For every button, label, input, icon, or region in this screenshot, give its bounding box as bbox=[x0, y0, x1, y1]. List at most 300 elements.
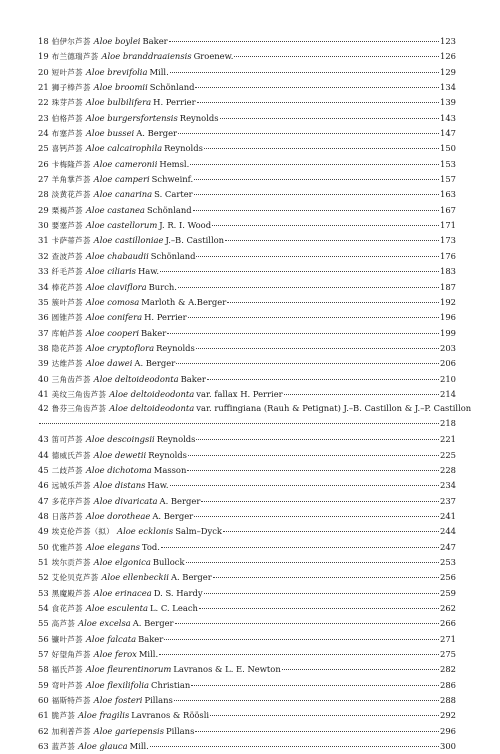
toc-entry[interactable] bbox=[38, 693, 456, 708]
toc-entry[interactable] bbox=[38, 372, 456, 387]
entry-page-number: 129 bbox=[440, 66, 456, 77]
entry-scientific-name: Aloe fragilis bbox=[78, 710, 130, 721]
leader-dots bbox=[164, 639, 439, 640]
entry-authority: Mill. bbox=[149, 66, 169, 77]
entry-scientific-name: Aloe chabaudii bbox=[85, 250, 149, 261]
entry-number: 42 bbox=[38, 403, 49, 414]
toc-entry[interactable] bbox=[38, 448, 456, 463]
leader-dots bbox=[194, 516, 439, 517]
entry-chinese-name: 布塞芦荟 bbox=[51, 129, 83, 139]
entry-authority: L. C. Leach bbox=[149, 603, 198, 614]
leader-dots bbox=[199, 608, 439, 609]
entry-number: 47 bbox=[38, 495, 49, 506]
entry-number: 54 bbox=[38, 603, 49, 614]
entry-page-number: 234 bbox=[440, 480, 456, 491]
entry-number: 30 bbox=[38, 220, 49, 231]
entry-chinese-name: 黑魔殿芦荟 bbox=[51, 588, 91, 598]
entry-authority: A. Berger bbox=[134, 358, 176, 369]
entry-chinese-name: 卡萨蒂芦荟 bbox=[51, 236, 91, 246]
entry-chinese-name: 库帕芦荟 bbox=[51, 328, 83, 338]
entry-page-number: 271 bbox=[440, 633, 456, 644]
entry-chinese-name: 卡梅隆芦荟 bbox=[51, 159, 91, 169]
entry-scientific-name: Aloe descoingsii bbox=[85, 434, 155, 445]
toc-entry[interactable] bbox=[38, 570, 456, 585]
entry-number: 44 bbox=[38, 449, 49, 460]
entry-page-number: 266 bbox=[440, 618, 456, 629]
entry-authority: Schönland bbox=[149, 82, 195, 93]
entry-scientific-name: Aloe dichotoma bbox=[85, 464, 152, 475]
entry-scientific-name: Aloe cameronii bbox=[93, 158, 158, 169]
leader-dots bbox=[178, 133, 439, 134]
entry-authority: Haw. bbox=[137, 266, 160, 277]
entry-authority: Baker bbox=[180, 373, 206, 384]
toc-entry[interactable] bbox=[38, 555, 456, 570]
entry-authority: Hemsl. bbox=[159, 158, 190, 169]
toc-entry[interactable] bbox=[38, 172, 456, 187]
entry-authority: Masson bbox=[153, 464, 187, 475]
entry-chinese-name: 福氏芦荟 bbox=[51, 665, 83, 675]
entry-page-number: 153 bbox=[440, 158, 456, 169]
entry-authority: Haw. bbox=[147, 480, 169, 491]
entry-scientific-name: Aloe fleurentinorum bbox=[85, 664, 172, 675]
entry-chinese-name: 二歧芦荟 bbox=[51, 465, 83, 475]
entry-number: 61 bbox=[38, 710, 49, 721]
entry-scientific-name: Aloe ciliaris bbox=[85, 266, 136, 277]
entry-scientific-name: Aloe gariepensis bbox=[93, 725, 165, 736]
entry-chinese-name: 福斯特芦荟 bbox=[51, 696, 91, 706]
entry-chinese-name: 簇叶芦荟 bbox=[51, 297, 83, 307]
leader-dots bbox=[170, 72, 439, 73]
toc-entry[interactable] bbox=[38, 49, 456, 64]
entry-scientific-name: Aloe dewetii bbox=[93, 449, 147, 460]
entry-number: 20 bbox=[38, 66, 49, 77]
entry-page-number: 173 bbox=[440, 235, 456, 246]
entry-page-number: 187 bbox=[440, 281, 456, 292]
entry-chinese-name: 喜钙芦荟 bbox=[51, 144, 83, 154]
entry-page-number: 150 bbox=[440, 143, 456, 154]
toc-entry[interactable] bbox=[38, 218, 456, 233]
toc-entry[interactable] bbox=[38, 524, 456, 539]
entry-chinese-name: 羊角掌芦荟 bbox=[51, 175, 91, 185]
leader-dots bbox=[220, 118, 439, 119]
table-of-contents bbox=[38, 34, 472, 754]
toc-entry[interactable] bbox=[38, 141, 456, 156]
leader-dots bbox=[223, 531, 439, 532]
entry-chinese-name: 日落芦荟 bbox=[51, 511, 83, 521]
entry-scientific-name: Aloe excelsa bbox=[78, 618, 131, 629]
leader-dots bbox=[196, 348, 439, 349]
entry-page-number: 167 bbox=[440, 204, 456, 215]
entry-scientific-name: Aloe castanea bbox=[85, 204, 145, 215]
toc-entry[interactable] bbox=[38, 509, 456, 524]
entry-scientific-name: Aloe dorotheae bbox=[85, 510, 151, 521]
entry-scientific-name: Aloe bussei bbox=[85, 128, 135, 139]
toc-entry[interactable] bbox=[38, 126, 456, 141]
entry-authority: Baker bbox=[138, 633, 164, 644]
entry-page-number: 225 bbox=[440, 449, 456, 460]
entry-page-number: 296 bbox=[440, 725, 456, 736]
entry-scientific-name: Aloe flexilifolia bbox=[85, 679, 150, 690]
entry-number: 22 bbox=[38, 97, 49, 108]
entry-scientific-name: Aloe broomii bbox=[93, 82, 148, 93]
toc-entry[interactable] bbox=[38, 632, 456, 647]
entry-scientific-name: Aloe deltoideodonta bbox=[93, 373, 179, 384]
toc-entry[interactable] bbox=[38, 708, 456, 723]
entry-scientific-name: Aloe ellenbeckii bbox=[101, 572, 169, 583]
leader-dots bbox=[159, 654, 439, 655]
entry-number: 27 bbox=[38, 174, 49, 185]
entry-scientific-name: Aloe claviflora bbox=[85, 281, 147, 292]
entry-chinese-name: 多花序芦荟 bbox=[51, 496, 91, 506]
entry-page-number: 275 bbox=[440, 649, 456, 660]
entry-number: 36 bbox=[38, 312, 49, 323]
entry-authority: J.–B. Castillon bbox=[165, 235, 225, 246]
entry-authority: Schönland bbox=[146, 204, 192, 215]
entry-page-number: 262 bbox=[440, 603, 456, 614]
entry-number: 28 bbox=[38, 189, 49, 200]
entry-page-number: 214 bbox=[440, 388, 456, 399]
entry-chinese-name: 远城乐芦荟 bbox=[51, 481, 91, 491]
entry-chinese-name: 短叶芦荟 bbox=[51, 67, 83, 77]
entry-page-number: 218 bbox=[440, 418, 456, 429]
entry-number: 60 bbox=[38, 695, 49, 706]
entry-scientific-name: Aloe glauca bbox=[78, 741, 128, 752]
entry-authority: Salm–Dyck bbox=[175, 526, 222, 537]
entry-chinese-name: 食花芦荟 bbox=[51, 604, 83, 614]
leader-dots bbox=[194, 179, 439, 180]
entry-number: 39 bbox=[38, 358, 49, 369]
entry-authority: Lavranos & Röösli bbox=[131, 710, 210, 721]
entry-scientific-name: Aloe castellorum bbox=[85, 220, 158, 231]
entry-page-number: 147 bbox=[440, 128, 456, 139]
entry-page-number: 203 bbox=[440, 342, 456, 353]
leader-dots bbox=[174, 700, 439, 701]
entry-scientific-name: Aloe cryptoflora bbox=[85, 342, 155, 353]
entry-page-number: 247 bbox=[440, 541, 456, 552]
entry-chinese-name: 珠芽芦荟 bbox=[51, 98, 83, 108]
entry-authority: var. ruffingiana (Rauh & Petignat) J.–B. Castillon & J.–P. Castillon bbox=[196, 403, 472, 414]
toc-entry[interactable] bbox=[38, 80, 456, 95]
entry-page-number: 126 bbox=[440, 51, 456, 62]
entry-authority: Reynolds bbox=[148, 449, 187, 460]
entry-number: 18 bbox=[38, 36, 49, 46]
entry-number: 19 bbox=[38, 51, 49, 62]
entry-page-number: 241 bbox=[440, 510, 456, 521]
entry-chinese-name: 高芦荟 bbox=[51, 619, 76, 629]
leader-dots bbox=[204, 593, 439, 594]
leader-dots bbox=[196, 439, 439, 440]
toc-entry[interactable] bbox=[38, 280, 456, 295]
leader-dots bbox=[187, 470, 439, 471]
leader-dots bbox=[204, 148, 439, 149]
entry-page-number: 282 bbox=[440, 664, 456, 675]
entry-number: 58 bbox=[38, 664, 49, 675]
entry-number: 35 bbox=[38, 296, 49, 307]
entry-number: 51 bbox=[38, 557, 49, 567]
entry-page-number: 206 bbox=[440, 358, 456, 369]
entry-authority: Schönland bbox=[150, 250, 196, 261]
toc-entry[interactable] bbox=[38, 540, 456, 555]
entry-scientific-name: Aloe elgonica bbox=[93, 557, 151, 567]
leader-dots bbox=[194, 194, 439, 195]
entry-chinese-name: 隐花芦荟 bbox=[51, 343, 83, 353]
entry-page-number: 183 bbox=[440, 266, 456, 277]
toc-entry-continuation bbox=[38, 415, 456, 432]
toc-entry[interactable] bbox=[38, 494, 456, 509]
toc-entry[interactable] bbox=[38, 65, 456, 80]
entry-chinese-name: 埃尔贡芦荟 bbox=[51, 558, 91, 567]
entry-authority: Reynolds bbox=[156, 434, 196, 445]
entry-scientific-name: Aloe bulbilifera bbox=[85, 97, 152, 108]
leader-dots bbox=[188, 455, 439, 456]
toc-entry[interactable] bbox=[38, 295, 456, 310]
toc-entry[interactable] bbox=[38, 34, 456, 49]
leader-dots bbox=[161, 547, 439, 548]
toc-entry[interactable] bbox=[38, 95, 456, 110]
entry-authority: Baker bbox=[142, 36, 168, 46]
entry-authority: Baker bbox=[141, 327, 167, 338]
entry-page-number: 288 bbox=[440, 695, 456, 706]
entry-page-number: 237 bbox=[440, 495, 456, 506]
entry-scientific-name: Aloe conifera bbox=[85, 312, 143, 323]
entry-chinese-name: 达维芦荟 bbox=[51, 359, 83, 369]
entry-number: 31 bbox=[38, 235, 49, 246]
leader-dots bbox=[170, 485, 439, 486]
leader-dots bbox=[225, 240, 439, 241]
entry-chinese-name: 棒花芦荟 bbox=[51, 282, 83, 292]
toc-entry[interactable] bbox=[38, 310, 456, 325]
entry-scientific-name: Aloe comosa bbox=[85, 296, 140, 307]
entry-chinese-name: 鲁芬三角齿芦荟 bbox=[51, 404, 107, 414]
entry-scientific-name: Aloe calcairophila bbox=[85, 143, 163, 154]
entry-chinese-name: 脆芦荟 bbox=[51, 711, 76, 721]
entry-page-number: 286 bbox=[440, 679, 456, 690]
leader-dots bbox=[188, 317, 439, 318]
entry-authority: Mill. bbox=[138, 649, 159, 660]
leader-dots bbox=[282, 669, 439, 670]
entry-number: 21 bbox=[38, 82, 49, 93]
toc-entry[interactable] bbox=[38, 157, 456, 172]
toc-entry[interactable] bbox=[38, 387, 456, 402]
leader-dots bbox=[193, 210, 439, 211]
entry-page-number: 143 bbox=[440, 112, 456, 123]
toc-entry[interactable] bbox=[38, 341, 456, 356]
toc-entry[interactable] bbox=[38, 233, 456, 248]
entry-authority: H. Perrier bbox=[153, 97, 196, 108]
entry-chinese-name: 伯伊尔芦荟 bbox=[51, 37, 91, 46]
entry-number: 25 bbox=[38, 143, 49, 154]
leader-dots bbox=[201, 501, 439, 502]
entry-number: 29 bbox=[38, 204, 49, 215]
entry-number: 62 bbox=[38, 725, 49, 736]
entry-authority: Burch. bbox=[148, 281, 177, 292]
toc-entry[interactable] bbox=[38, 203, 456, 218]
entry-number: 38 bbox=[38, 342, 49, 353]
entry-chinese-name: 笛可芦荟 bbox=[51, 435, 83, 445]
toc-entry[interactable] bbox=[38, 647, 456, 662]
entry-authority: Schweinf. bbox=[151, 174, 194, 185]
leader-dots bbox=[191, 685, 439, 686]
entry-scientific-name: Aloe dawei bbox=[85, 358, 133, 369]
entry-page-number: 300 bbox=[440, 741, 456, 752]
entry-page-number: 221 bbox=[440, 434, 456, 445]
entry-page-number: 244 bbox=[440, 526, 456, 537]
entry-page-number: 228 bbox=[440, 464, 456, 475]
entry-authority: Tod. bbox=[141, 541, 160, 552]
entry-scientific-name: Aloe deltoideodonta bbox=[109, 388, 195, 399]
entry-number: 37 bbox=[38, 327, 49, 338]
entry-scientific-name: Aloe ferox bbox=[93, 649, 137, 660]
entry-number: 49 bbox=[38, 526, 49, 537]
leader-dots bbox=[169, 41, 439, 42]
entry-page-number: 256 bbox=[440, 572, 456, 583]
entry-chinese-name: 弯叶芦荟 bbox=[51, 680, 83, 690]
entry-authority: A. Berger bbox=[132, 618, 174, 629]
entry-number: 41 bbox=[38, 388, 49, 399]
leader-dots bbox=[160, 271, 439, 272]
toc-entry[interactable] bbox=[38, 678, 456, 693]
entry-number: 46 bbox=[38, 480, 49, 491]
leader-dots bbox=[150, 746, 439, 747]
entry-chinese-name: 蓝芦荟 bbox=[51, 742, 76, 752]
toc-entry[interactable] bbox=[38, 264, 456, 279]
entry-page-number: 176 bbox=[440, 250, 456, 261]
entry-scientific-name: Aloe elegans bbox=[85, 541, 140, 552]
entry-scientific-name: Aloe canarina bbox=[93, 189, 153, 200]
entry-scientific-name: Aloe brevifolia bbox=[85, 66, 148, 77]
entry-number: 50 bbox=[38, 541, 49, 552]
leader-dots bbox=[212, 225, 439, 226]
entry-page-number: 192 bbox=[440, 296, 456, 307]
entry-number: 57 bbox=[38, 649, 49, 660]
toc-entry[interactable] bbox=[38, 724, 456, 739]
entry-page-number: 199 bbox=[440, 327, 456, 338]
entry-authority: J. R. I. Wood bbox=[159, 220, 212, 231]
entry-chinese-name: 纤毛芦荟 bbox=[51, 267, 83, 277]
toc-entry[interactable] bbox=[38, 402, 472, 415]
entry-scientific-name: Aloe esculenta bbox=[85, 603, 148, 614]
entry-chinese-name: 淡黄花芦荟 bbox=[51, 190, 91, 200]
toc-entry[interactable] bbox=[38, 249, 456, 264]
entry-scientific-name: Aloe branddraaiensis bbox=[101, 51, 192, 62]
leader-dots bbox=[284, 394, 439, 395]
entry-authority: Groenew. bbox=[193, 51, 234, 62]
entry-chinese-name: 查波芦荟 bbox=[51, 251, 83, 261]
leader-dots bbox=[210, 715, 439, 716]
entry-number: 55 bbox=[38, 618, 49, 629]
entry-page-number: 123 bbox=[440, 36, 456, 46]
entry-authority: H. Perrier bbox=[144, 312, 187, 323]
toc-entry[interactable] bbox=[38, 432, 456, 447]
entry-scientific-name: Aloe fosteri bbox=[93, 695, 143, 706]
toc-entry[interactable] bbox=[38, 187, 456, 202]
leader-dots bbox=[190, 164, 439, 165]
entry-chinese-name: 栗褐芦荟 bbox=[51, 205, 83, 215]
leader-dots bbox=[178, 287, 439, 288]
leader-dots bbox=[186, 562, 439, 563]
entry-number: 24 bbox=[38, 128, 49, 139]
entry-page-number: 253 bbox=[440, 557, 456, 567]
leader-dots bbox=[227, 302, 439, 303]
toc-entry[interactable] bbox=[38, 739, 456, 754]
toc-entry[interactable] bbox=[38, 111, 456, 126]
entry-page-number: 259 bbox=[440, 587, 456, 598]
entry-scientific-name: Aloe divaricata bbox=[93, 495, 158, 506]
entry-chinese-name: 三角齿芦荟 bbox=[51, 374, 91, 384]
entry-authority: Reynolds bbox=[179, 112, 219, 123]
entry-page-number: 134 bbox=[440, 82, 456, 93]
entry-authority: S. Carter bbox=[154, 189, 193, 200]
entry-page-number: 196 bbox=[440, 312, 456, 323]
toc-entry[interactable] bbox=[38, 662, 456, 677]
entry-scientific-name: Aloe burgersfortensis bbox=[85, 112, 178, 123]
toc-entry[interactable] bbox=[38, 356, 456, 371]
entry-number: 34 bbox=[38, 281, 49, 292]
entry-authority: Reynolds bbox=[164, 143, 203, 154]
entry-number: 48 bbox=[38, 510, 49, 521]
entry-number: 56 bbox=[38, 633, 49, 644]
entry-number: 32 bbox=[38, 250, 49, 261]
entry-number: 33 bbox=[38, 266, 49, 277]
entry-chinese-name: 加利普芦荟 bbox=[51, 726, 91, 736]
entry-number: 23 bbox=[38, 112, 49, 123]
entry-page-number: 171 bbox=[440, 220, 456, 231]
entry-number: 26 bbox=[38, 158, 49, 169]
leader-dots bbox=[176, 363, 439, 364]
leader-dots bbox=[195, 731, 439, 732]
entry-authority: Christian bbox=[151, 679, 191, 690]
entry-authority: A. Berger bbox=[136, 128, 178, 139]
entry-scientific-name: Aloe falcata bbox=[85, 633, 137, 644]
entry-authority: Bullock bbox=[152, 557, 185, 567]
entry-scientific-name: Aloe erinacea bbox=[93, 587, 152, 598]
entry-scientific-name: Aloe cooperi bbox=[85, 327, 140, 338]
entry-chinese-name: 艾伦贝克芦荟 bbox=[51, 573, 99, 583]
entry-number: 52 bbox=[38, 572, 49, 583]
entry-chinese-name: 要塞芦荟 bbox=[51, 221, 83, 231]
toc-entry[interactable] bbox=[38, 463, 456, 478]
leader-dots bbox=[197, 102, 439, 103]
entry-chinese-name: 埃克伦芦荟（拟） bbox=[51, 527, 115, 537]
entry-authority: Pillans bbox=[144, 695, 173, 706]
entry-scientific-name: Aloe distans bbox=[93, 480, 146, 491]
entry-chinese-name: 优雅芦荟 bbox=[51, 542, 83, 552]
toc-entry[interactable] bbox=[38, 478, 456, 493]
entry-authority: var. fallax H. Perrier bbox=[196, 388, 283, 399]
entry-page-number: 157 bbox=[440, 174, 456, 185]
entry-chinese-name: 好望角芦荟 bbox=[51, 650, 91, 660]
leader-dots bbox=[39, 423, 439, 424]
leader-dots bbox=[234, 56, 439, 57]
leader-dots bbox=[195, 87, 439, 88]
entry-chinese-name: 德威氏芦荟 bbox=[51, 450, 91, 460]
entry-authority: Reynolds bbox=[156, 342, 195, 353]
entry-chinese-name: 美纹三角齿芦荟 bbox=[51, 389, 107, 399]
toc-entry[interactable] bbox=[38, 586, 456, 601]
toc-entry[interactable] bbox=[38, 601, 456, 616]
toc-entry[interactable] bbox=[38, 326, 456, 341]
entry-number: 63 bbox=[38, 741, 49, 752]
entry-page-number: 139 bbox=[440, 97, 456, 108]
leader-dots bbox=[167, 333, 439, 334]
entry-scientific-name: Aloe deltoideodonta bbox=[109, 403, 195, 414]
toc-entry[interactable] bbox=[38, 616, 456, 631]
entry-chinese-name: 布兰德瑞芦荟 bbox=[51, 52, 99, 62]
leader-dots bbox=[207, 379, 439, 380]
entry-chinese-name: 镰叶芦荟 bbox=[51, 634, 83, 644]
entry-scientific-name: Aloe castilloniae bbox=[93, 235, 164, 246]
entry-authority: D. S. Hardy bbox=[153, 587, 203, 598]
